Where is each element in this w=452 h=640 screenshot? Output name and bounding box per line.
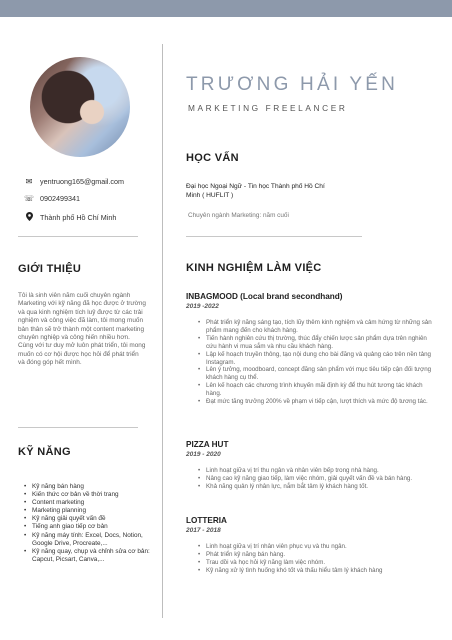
contact-location xyxy=(24,212,116,223)
skill-item: • Content marketing xyxy=(24,499,152,507)
job-company: PIZZA HUT xyxy=(186,440,229,449)
education-school: Đại học Ngoại Ngữ - Tin học Thành phố Hồ Chí Minh ( HUFLIT ) xyxy=(186,183,325,199)
job-bullet: • Nâng cao kỹ năng giao tiếp, làm việc nhóm, giải quyết vấn đề và bán hàng. xyxy=(200,475,436,483)
skill-item: • Marketing planning xyxy=(24,507,152,515)
job-company: LOTTERIA xyxy=(186,516,227,525)
skill-item: • Kiến thức cơ bản về thời trang xyxy=(24,491,152,499)
job-bullet: • Trau dồi và học hỏi kỹ năng làm việc nhóm. xyxy=(200,559,436,567)
job-company: INBAGMOOD (Local brand secondhand) xyxy=(186,292,343,301)
education-rule xyxy=(186,236,362,237)
avatar xyxy=(30,57,130,157)
phone-icon: ☏ xyxy=(24,194,35,203)
education-major: Chuyên ngành Marketing: năm cuối xyxy=(188,212,289,219)
job-entry-inbagmood xyxy=(186,292,436,406)
job-date: 2019 -2022 xyxy=(186,303,219,310)
candidate-role: MARKETING FREELANCER xyxy=(188,103,348,113)
skill-item: • Kỹ năng giải quyết vấn đề xyxy=(24,515,152,523)
phone-text: 0902499341 xyxy=(40,194,80,203)
candidate-name: TRƯƠNG HẢI YẾN xyxy=(186,74,399,95)
skills-list xyxy=(24,483,152,564)
job-bullet: • Lên kế hoạch các chương trình khuyến mãi định kỳ để thu hút tương tác khách hàng. xyxy=(200,382,436,398)
job-bullet: • Khả năng quản lý nhân lực, nắm bắt tâm lý khách hàng tốt. xyxy=(200,483,436,491)
location-text: Thành phố Hồ Chí Minh xyxy=(40,213,117,222)
email-text: yentruong165@gmail.com xyxy=(40,177,125,186)
job-bullets xyxy=(186,467,436,491)
skill-item: • Kỹ năng bán hàng xyxy=(24,483,152,491)
job-bullet: • Linh hoạt giữa vị trí thu ngân và nhân viên bếp trong nhà hàng. xyxy=(200,467,436,475)
skill-item: • Kỹ năng máy tính: Excel, Docs, Notion, Google Drive, Procreate,... xyxy=(24,532,152,548)
job-entry-pizza-hut xyxy=(186,440,436,491)
location-pin-icon xyxy=(24,212,34,223)
intro-rule xyxy=(18,427,138,428)
contact-phone xyxy=(24,194,80,203)
skill-item: • Kỹ năng quay, chụp và chỉnh sửa cơ bản: Capcut, Picsart, Canva,... xyxy=(24,548,152,564)
contact-email xyxy=(24,177,124,186)
job-bullet: • Phát triển kỹ năng sáng tạo, tích lũy thêm kinh nghiệm và cảm hứng từ những sản phẩm mang đến cho khách hàng. xyxy=(200,319,436,335)
skills-heading: KỸ NĂNG xyxy=(18,446,71,458)
job-bullets xyxy=(186,543,436,575)
experience-heading: KINH NGHIỆM LÀM VIỆC xyxy=(186,262,322,274)
job-bullets xyxy=(186,319,436,406)
job-date: 2019 - 2020 xyxy=(186,451,221,458)
job-entry-lotteria xyxy=(186,516,436,575)
job-bullet: • Phát triển kỹ năng bán hàng. xyxy=(200,551,436,559)
job-bullet: • Tiến hành nghiên cứu thị trường, thúc đẩy chiến lược sản phẩm dựa trên nghiên cứu hành vi mua sắm và nhu cầu khách hàng. xyxy=(200,335,436,351)
intro-text: Tôi là sinh viên năm cuối chuyên ngành Marketing với kỹ năng đã học được ở trường và qua kinh nghiệm tích luỹ được từ các trải nghiệm và công việc đã làm, tôi mong muốn bản thân sẽ trở thành một content marketing chuyên nghiệp và công hiến nhiều hơn. Cùng với tư duy mở luôn phát triển, tôi mong muốn có cơ hội được học hỏi để phát triển và đóng góp hết mình. xyxy=(18,292,146,367)
job-bullet: • Linh hoạt giữa vị trí nhân viên phục vụ và thu ngân. xyxy=(200,543,436,551)
job-bullet: • Đạt mức tăng trưởng 200% về phạm vi tiếp cận, lượt thích và mức độ tương tác. xyxy=(200,398,436,406)
envelope-icon: ✉ xyxy=(25,177,33,186)
education-heading: HỌC VẤN xyxy=(186,152,239,164)
intro-heading: GIỚI THIỆU xyxy=(18,263,82,275)
header-bar xyxy=(0,0,452,17)
skill-item: • Tiếng anh giao tiếp cơ bản xyxy=(24,523,152,531)
job-bullet: • Kỹ năng xử lý tình huống khó tốt và thấu hiểu tâm lý khách hàng xyxy=(200,567,436,575)
job-date: 2017 - 2018 xyxy=(186,527,221,534)
job-bullet: • Lên ý tưởng, moodboard, concept đăng sản phẩm với mục tiêu tiếp cận đối tượng khách hàng cụ thể. xyxy=(200,366,436,382)
column-divider xyxy=(162,44,163,618)
contact-rule xyxy=(18,236,138,237)
job-bullet: • Lập kế hoạch truyền thông, tạo nội dung cho bài đăng và quảng cáo trên nền tảng Instagram. xyxy=(200,351,436,367)
